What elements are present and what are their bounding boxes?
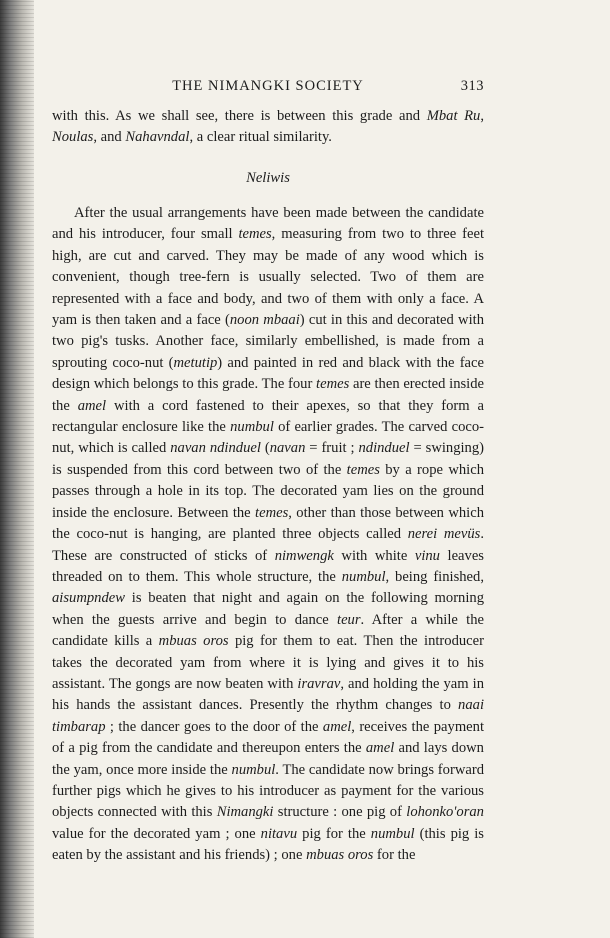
section-heading: Neliwis [246, 170, 290, 186]
italic-term: ndinduel [358, 440, 410, 457]
text-run: are then erected inside the [52, 376, 484, 414]
italic-term: amel [322, 718, 352, 735]
text-run: pig for the [297, 825, 371, 842]
running-header [52, 78, 484, 98]
text-run: leaves threaded on to them. This whole structure, the [52, 547, 484, 585]
italic-term: Nahavndal [125, 129, 190, 145]
text-run: , receives the payment of a pig from the candidate and thereupon enters the [52, 718, 484, 757]
running-title: THE NIMANGKI SOCIETY [172, 78, 364, 94]
text-run: , [480, 108, 484, 124]
text-run: = fruit ; [305, 440, 359, 457]
italic-term: numbul [370, 825, 415, 842]
italic-term: temes [316, 376, 350, 393]
italic-term: aisumpndew [52, 590, 125, 607]
italic-term: noon mbaai [229, 312, 300, 329]
italic-term: Mbat Ru [426, 108, 481, 124]
italic-term: navan [269, 440, 306, 457]
text-run: with this. As we shall see, there is between this grade and [52, 108, 427, 124]
text-run: value for the decorated yam ; one [52, 825, 261, 842]
text-run: and lays down the yam, once more inside the [52, 740, 484, 778]
text-run: with white [333, 547, 415, 564]
italic-term: amel [365, 740, 395, 757]
italic-term: naai timbarap [52, 697, 484, 735]
italic-term: mbuas oros [306, 847, 374, 864]
text-run: , being finished, [385, 568, 484, 585]
text-run: ) cut in this and decorated with two pig's tusks. Another face, similarly embellished, is made from a sprouting coco-nut ( [52, 312, 484, 371]
text-run: , measuring from two to three feet high, are cut and carved. They may be made of any wood which is convenient, though tree-fern is usually selected. Two of them are represented with a face and body, and two of them with only a face. A yam is then taken and a face ( [52, 226, 484, 329]
italic-term: mbuas oros [158, 633, 229, 650]
intro-text [52, 106, 484, 148]
text-run: = swinging) is suspended from this cord between two of the [52, 440, 485, 478]
text-run: pig for them to eat. Then the introducer takes the decorated yam from where it is lying and gives it to his assistant. The gongs are now beaten with [52, 633, 484, 692]
text-run: , other than those between which the coco-nut is hanging, are planted three objects called [52, 504, 484, 543]
text-run: ( [260, 440, 270, 457]
text-run: (this pig is eaten by the assistant and his friends) ; one [52, 825, 484, 864]
text-run: for the [373, 847, 416, 864]
text-run: After the usual arrangements have been made between the candidate and his introducer, four small [52, 205, 484, 243]
italic-term: temes [255, 504, 289, 521]
body-paragraph [52, 203, 484, 867]
page-number: 313 [460, 78, 484, 94]
italic-term: amel [77, 397, 107, 414]
italic-term: nimwengk [274, 547, 334, 564]
italic-term: navan ndinduel [170, 440, 261, 457]
text-run: , and holding the yam in his hands the assistant dances. Presently the rhythm changes to [52, 675, 484, 714]
italic-term: nerei mevüs [407, 526, 481, 543]
text-run: by a rope which passes through a hole in its top. The decorated yam lies on the ground inside the enclosure. Between the [52, 461, 484, 521]
text-run: , and [93, 129, 126, 145]
italic-term: numbul [341, 568, 386, 585]
text-run: is beaten that night and again on the following morning when the guests arrive and begin to dance [52, 590, 484, 628]
text-run: . After a while the candidate kills a [52, 611, 484, 650]
book-page [52, 78, 484, 867]
text-run: . The candidate now brings forward further pigs which he gives to his introducer as payment for the various objects connected with this [52, 761, 484, 821]
italic-term: nitavu [260, 825, 298, 842]
text-run: , a clear ritual similarity. [189, 129, 332, 145]
italic-term: teur [337, 611, 361, 628]
italic-term: temes [346, 461, 380, 478]
text-run: . These are constructed of sticks of [52, 526, 485, 564]
italic-term: iravrav [297, 675, 341, 692]
italic-term: numbul [231, 761, 276, 778]
italic-term: Nimangki [216, 804, 274, 821]
text-run: of earlier grades. The carved coco-nut, which is called [52, 419, 484, 457]
text-run: with a cord fastened to their apexes, so that they form a rectangular enclosure like the [52, 397, 484, 436]
italic-term: numbul [230, 419, 274, 436]
text-run: ; the dancer goes to the door of the [105, 718, 323, 735]
text-run: ) and painted in red and black with the face design which belongs to this grade. The four [52, 354, 484, 393]
text-run: structure : one pig of [273, 804, 407, 821]
italic-term: temes [238, 226, 272, 243]
binding-scan-noise [0, 0, 34, 938]
italic-term: vinu [414, 547, 440, 564]
italic-term: Noulas [52, 129, 94, 145]
italic-term: lohonko'oran [406, 804, 484, 821]
italic-term: metutip [173, 354, 218, 371]
